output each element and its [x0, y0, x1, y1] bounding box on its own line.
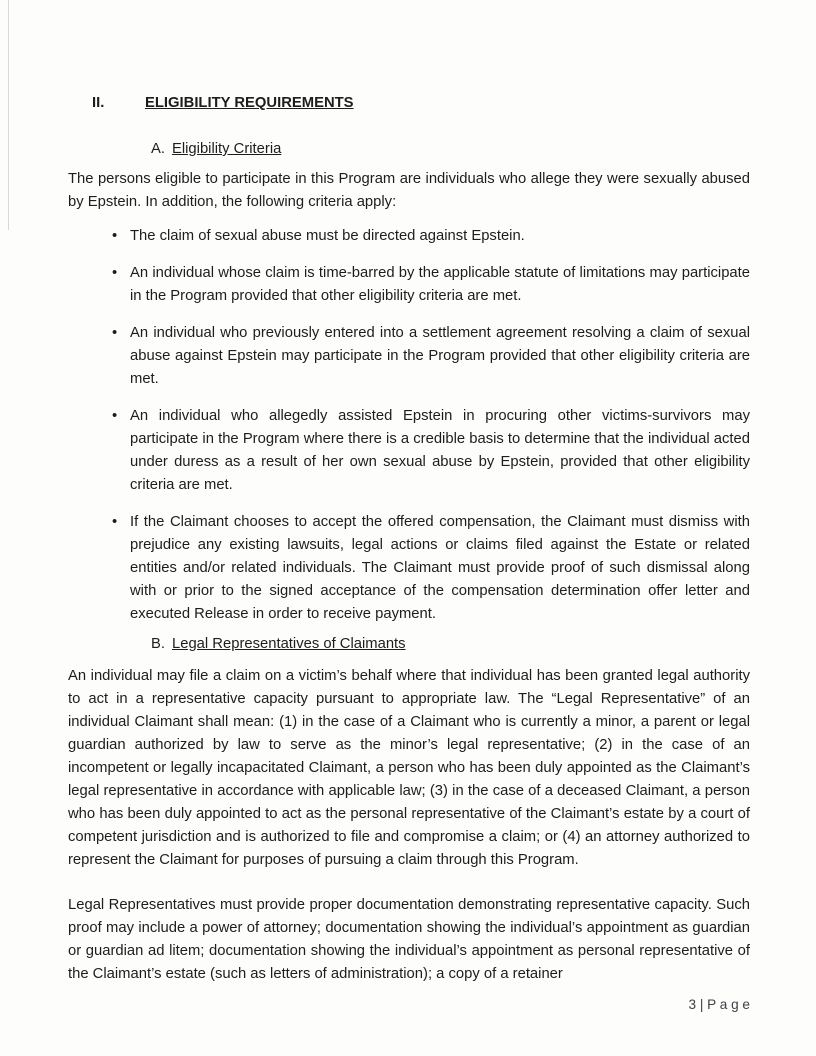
scan-artifact: [8, 0, 9, 230]
bullet-item: • The claim of sexual abuse must be directed against Epstein.: [130, 225, 750, 248]
intro-paragraph: The persons eligible to participate in this Program are individuals who allege they were sexually abused by Epstein. In addition, the following criteria apply:: [68, 171, 750, 210]
subsection-a-heading: [151, 138, 750, 161]
bullet-item: • An individual whose claim is time-barred by the applicable statute of limitations may participate in the Program provided that other eligibility criteria are met.: [130, 262, 750, 308]
subsection-a-title: Eligibility Criteria: [171, 141, 282, 157]
subsection-b-label: B.: [151, 636, 165, 652]
section-number: II.: [92, 95, 105, 111]
eligibility-bullet-list: [68, 225, 750, 626]
section-heading: [92, 92, 750, 115]
page-number: 3 | P a g e: [688, 997, 750, 1012]
bullet-item: • An individual who allegedly assisted Epstein in procuring other victims-survivors may participate in the Program where there is a credible basis to determine that the individual acted under duress as a result of her own sexual abuse by Epstein, provided that other eligibility criteria are met.: [130, 405, 750, 497]
subsection-a-label: A.: [151, 141, 165, 157]
legal-representative-paragraph: An individual may file a claim on a victim’s behalf where that individual has been granted legal authority to act in a representative capacity pursuant to appropriate law. The “Legal Representative” of an individual Claimant shall mean: (1) in the case of a Claimant who is currently a minor, a parent or legal guardian authorized by law to serve as the minor’s legal representative; (2) in the case of an incompetent or legally incapacitated Claimant, a person who has been duly appointed as the Claimant’s legal representative in accordance with applicable law; (3) in the case of a deceased Claimant, a person who has been duly appointed to act as the personal representative of the Claimant’s estate by a court of competent jurisdiction and is authorized to file and compromise a claim; or (4) an attorney authorized to represent the Claimant for purposes of pursuing a claim through this Program.: [68, 668, 750, 868]
documentation-paragraph: Legal Representatives must provide proper documentation demonstrating representative capacity. Such proof may include a power of attorney; documentation showing the individual’s appointment as guardian or guardian ad litem; documentation showing the individual’s appointment as personal representative of the Claimant’s estate (such as letters of administration); a copy of a retainer: [68, 897, 750, 982]
section-title: ELIGIBILITY REQUIREMENTS: [145, 95, 354, 111]
subsection-b-heading: [151, 633, 750, 656]
bullet-item: • If the Claimant chooses to accept the offered compensation, the Claimant must dismiss with prejudice any existing lawsuits, legal actions or claims filed against the Estate or related entities and/or related individuals. The Claimant must provide proof of such dismissal along with or prior to the signed acceptance of the compensation determination offer letter and executed Release in order to receive payment.: [130, 511, 750, 626]
bullet-item: • An individual who previously entered into a settlement agreement resolving a claim of sexual abuse against Epstein may participate in the Program provided that other eligibility criteria are met.: [130, 322, 750, 391]
subsection-b-title: Legal Representatives of Claimants: [171, 636, 406, 652]
